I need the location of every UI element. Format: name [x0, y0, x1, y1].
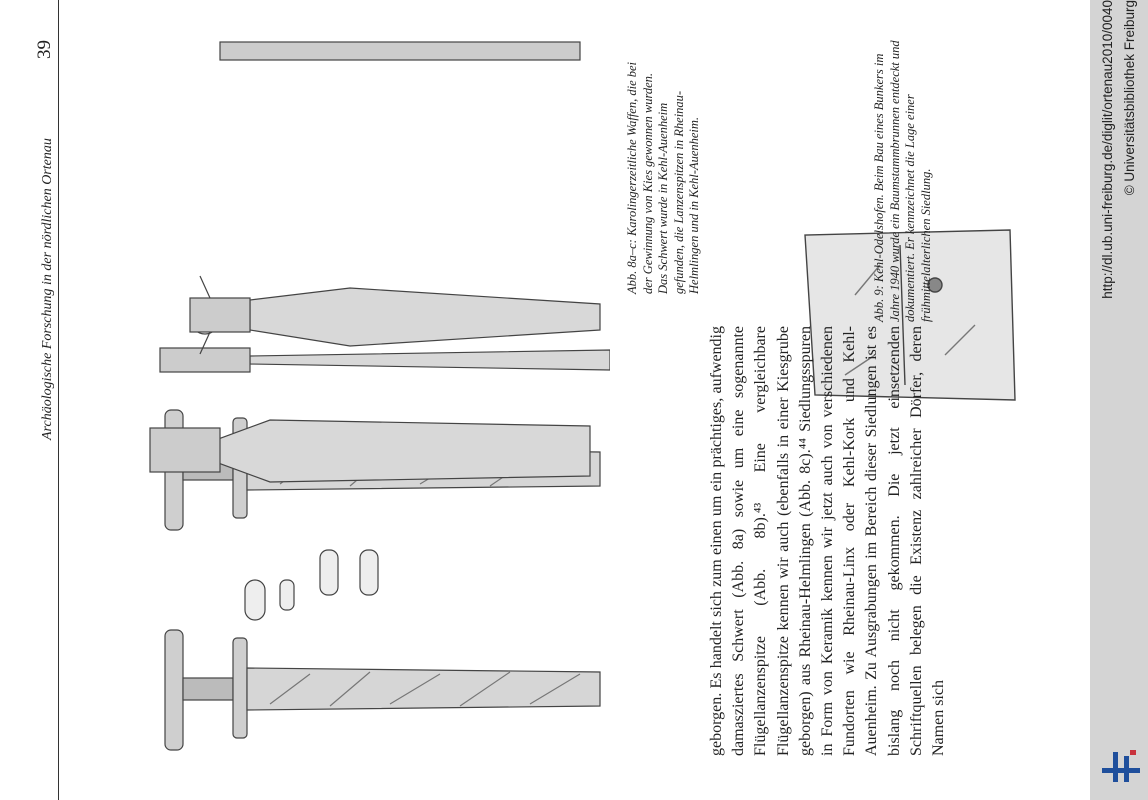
running-header: [32, 40, 62, 440]
page-number: 39: [34, 40, 55, 59]
digital-library-sidebar: [1090, 0, 1148, 800]
copyright-notice: © Universitätsbibliothek Freiburg: [1122, 0, 1137, 196]
running-title: Archäologische Forschung in der nördlichen Ortenau: [40, 138, 55, 440]
caption-figure-9: Abb. 9: Kehl-Odelshofen. Beim Bau eines Bunkers im Jahre 1940 wurde ein Baumstammbrunnen entdeckt und dokumentiert. Er kennzeichnet die Lage einer frühmittelalterlichen Siedlung.: [872, 40, 933, 322]
caption-figure-8: Abb. 8a–c: Karolingerzeitliche Waffen, die bei der Gewinnung von Kies gewonnen wurden. Das Schwert wurde in Kehl-Auenheim gefunden, die Lanzenspitzen in Rheinau-Helmlingen und in Kehl-Auenheim.: [625, 61, 701, 294]
main-text-column: [706, 326, 950, 756]
library-logo-icon: [1100, 748, 1142, 786]
body-paragraph: geborgen. Es handelt sich zum einen um ein prächtiges, aufwendig damasziertes Schwert (Abb. 8a) sowie um eine sogenannte Flügellanzenspitze (Abb. 8b).⁴³ Eine vergleichbare Flügellanzenspitze kennen wir auch (ebenfalls in einer Kiesgrube geborgen) aus Rheinau-Helmlingen (Abb. 8c).⁴⁴ Siedlungsspuren in Form von Keramik kennen wir jetzt auch von verschiedenen Fundorten wie Rheinau-Linx oder Kehl-Kork und Kehl-Auenheim. Zu Ausgrabungen im Bereich dieser Siedlungen ist es bislang noch nicht gekommen. Die jetzt einsetzenden Schriftquellen belegen die Existenz zahlreicher Dörfer, deren Namen sich: [708, 326, 948, 756]
winged-spear-drawing-figure: [100, 30, 620, 360]
source-url-link[interactable]: http://dl.ub.uni-freiburg.de/diglit/ortenau2010/0040: [1100, 0, 1115, 299]
